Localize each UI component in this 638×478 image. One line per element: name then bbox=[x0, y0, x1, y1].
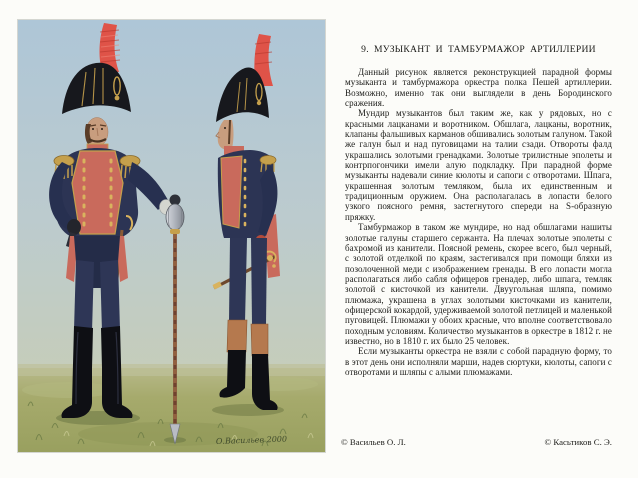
paragraph-intro: Данный рисунок является реконструкцией парадной формы музыканта и тамбурмажора оркестра полка Пешей артиллерии. Возможно, именно так они выглядели в день Бородинского сражения. bbox=[345, 67, 612, 109]
credit-artist: © Васильев О. Л. bbox=[341, 437, 406, 447]
painting-svg bbox=[18, 20, 325, 452]
credits-row bbox=[341, 437, 612, 447]
paragraph-musician-uniform: Мундир музыкантов был таким же, как у рядовых, но с красными лацканами и воротником. Обшлага, лацканы, воротник, клапаны фальшивых карманов обшивались золотым галуном. Такой же галун был и над пуговицами на талии сзади. Отвороты фалд украшались золотыми гренадками. Золотые трилистные эполеты и контрпогончики имели алую подкладку. При парадной форме музыканты надевали синие кюлоты и сапоги с отворотами. Шпага, украшенная золотым темляком, была их единственным и традиционным оружием. Она располагалась в лопасти белого узкого поясного ремня, застегнутого спереди на S-образную пряжку. bbox=[345, 108, 612, 222]
uniform-plate-illustration bbox=[18, 20, 325, 452]
painting-signature: О.Васильев 2000 bbox=[215, 434, 288, 446]
paragraph-campaign-dress: Если музыканты оркестра не взяли с собой парадную форму, то в этот день они исполняли марши, надев сюртуки, кюлоты, сапоги с отворотами и шляпы с алыми плюмажами. bbox=[345, 346, 612, 377]
credit-author: © Касьтиков С. Э. bbox=[544, 437, 612, 447]
plate-title: 9. МУЗЫКАНТ И ТАМБУРМАЖОР АРТИЛЛЕРИИ bbox=[361, 44, 596, 55]
plate-text-column bbox=[345, 44, 612, 377]
paragraph-tambourmajor-uniform: Тамбурмажор в таком же мундире, но над обшлагами нашиты золотые галуны старшего сержанта. На плечах золотые эполеты с бахромой из канители. Поясной ремень, скорее всего, был черный, с золотой отделкой по краям, застегивался при помощи бляхи из позолоченной меди с изображением гренады. В его лопасти могла располагаться либо сабля офицеров гренадер, либо шпага, темляк золотой с кисточкой из канители. Двуугольная шляпа, помимо плюмажа, украшена в углах золотыми кисточками из канители, офицерской кокардой, удерживаемой золотой петлицей и маленькой пуговицей. Плюмажи у обоих красные, что вполне соответствовало походным условиям. Количество музыкантов в оркестре в 1812 г. не известно, но в 1810 г. их было 25 человек. bbox=[345, 222, 612, 346]
